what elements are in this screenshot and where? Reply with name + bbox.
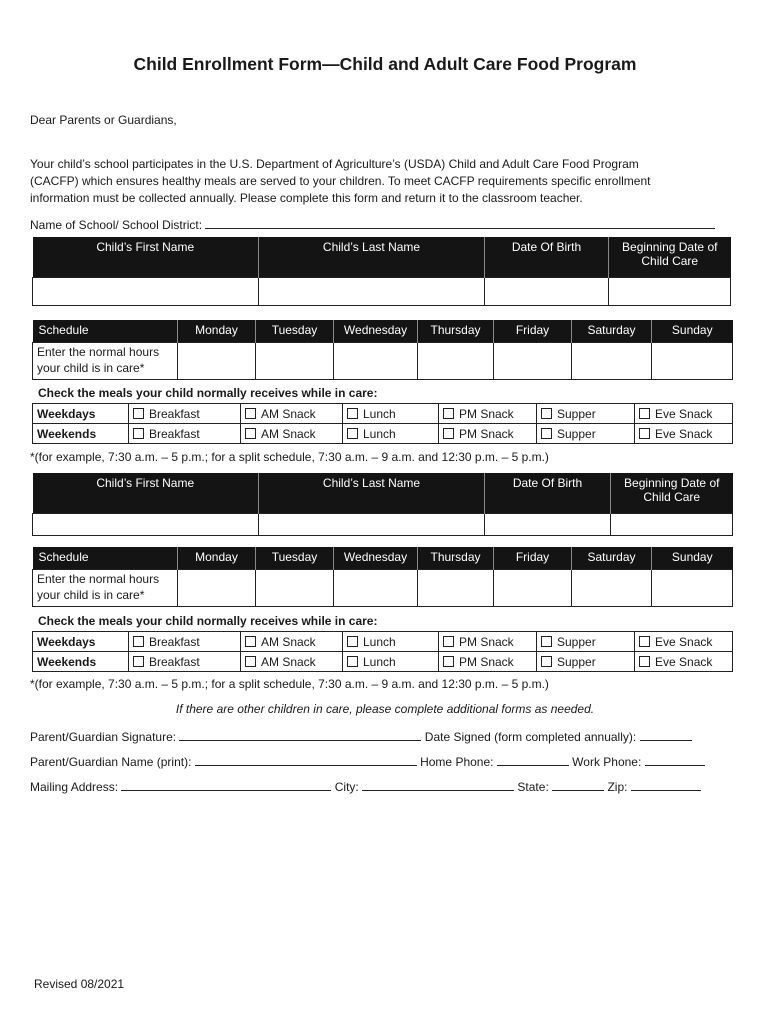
checkbox-icon [245,428,256,439]
other-children-note: If there are other children in care, please complete additional forms as needed. [175,702,595,716]
weekdays-pm-snack[interactable]: PM Snack [439,632,537,652]
checkbox-icon [245,636,256,647]
signature-field[interactable] [179,728,421,741]
school-row [30,216,730,234]
sunday-hours[interactable] [652,570,733,607]
first-name-field[interactable] [33,513,259,535]
weekdays-eve-snack[interactable]: Eve Snack [635,632,733,652]
weekends-eve-snack[interactable]: Eve Snack [635,424,733,444]
schedule-table-2 [32,547,733,607]
header-saturday: Saturday [572,320,652,343]
checkbox-icon [443,656,454,667]
footnote-1: *(for example, 7:30 a.m. – 5 p.m.; for a split schedule, 7:30 a.m. – 9 a.m. and 12:30 p.m. – 5 p.m.) [30,450,549,464]
header-thursday: Thursday [418,320,494,343]
weekends-pm-snack[interactable]: PM Snack [439,424,537,444]
home-phone-label: Home Phone: [420,755,494,769]
header-sunday: Sunday [652,320,733,343]
friday-hours[interactable] [494,343,572,380]
checkbox-icon [347,428,358,439]
header-sunday: Sunday [652,547,733,570]
thursday-hours[interactable] [418,343,494,380]
first-name-field[interactable] [33,277,259,305]
checkbox-icon [639,636,650,647]
header-saturday: Saturday [572,547,652,570]
date-signed-label: Date Signed (form completed annually): [424,730,637,744]
sunday-hours[interactable] [652,343,733,380]
weekends-pm-snack[interactable]: PM Snack [439,652,537,672]
weekdays-supper[interactable]: Supper [537,632,635,652]
zip-label: Zip: [607,780,628,794]
checkbox-icon [541,656,552,667]
checkbox-icon [133,656,144,667]
start-date-field[interactable] [609,277,731,305]
thursday-hours[interactable] [418,570,494,607]
weekdays-breakfast[interactable]: Breakfast [129,632,241,652]
wednesday-hours[interactable] [334,343,418,380]
header-start-date: Beginning Date of Child Care [609,237,731,277]
weekends-breakfast[interactable]: Breakfast [129,424,241,444]
mailing-label: Mailing Address: [30,780,119,794]
checkbox-icon [245,408,256,419]
header-friday: Friday [494,320,572,343]
intro-paragraph: Your child’s school participates in the U.S. Department of Agriculture’s (USDA) Child and Adult Care Food Program (CACFP) which ensures healthy meals are served to your children. To meet CACFP requirements specific enrollment information must be collected annually. Please complete this form and return it to the classroom teacher. [30,157,651,205]
header-monday: Monday [178,320,256,343]
weekends-lunch[interactable]: Lunch [343,424,439,444]
weekends-breakfast[interactable]: Breakfast [129,652,241,672]
weekdays-pm-snack[interactable]: PM Snack [439,404,537,424]
weekdays-am-snack[interactable]: AM Snack [241,632,343,652]
weekends-am-snack[interactable]: AM Snack [241,652,343,672]
signature-label: Parent/Guardian Signature: [30,730,177,744]
checkbox-icon [541,408,552,419]
weekdays-eve-snack[interactable]: Eve Snack [635,404,733,424]
checkbox-icon [541,636,552,647]
home-phone-field[interactable] [497,753,569,766]
tuesday-hours[interactable] [256,343,334,380]
header-friday: Friday [494,547,572,570]
revised-date: Revised 08/2021 [34,977,125,991]
header-dob: Date Of Birth [485,237,609,277]
schedule-row-label: Enter the normal hours your child is in care* [33,570,178,607]
weekdays-lunch[interactable]: Lunch [343,404,439,424]
last-name-field[interactable] [259,513,485,535]
zip-field[interactable] [631,778,701,791]
header-wednesday: Wednesday [334,320,418,343]
header-first-name: Child’s First Name [33,237,259,277]
weekdays-supper[interactable]: Supper [537,404,635,424]
checkbox-icon [443,636,454,647]
meals-table-2 [32,631,733,672]
checkbox-icon [639,656,650,667]
dob-field[interactable] [485,277,609,305]
weekends-label: Weekends [33,652,129,672]
weekdays-am-snack[interactable]: AM Snack [241,404,343,424]
header-last-name: Child’s Last Name [259,237,485,277]
weekends-eve-snack[interactable]: Eve Snack [635,652,733,672]
state-label: State: [517,780,549,794]
checkbox-icon [133,636,144,647]
work-phone-field[interactable] [645,753,705,766]
checkbox-icon [639,428,650,439]
child-info-table-2 [32,473,733,536]
schedule-header: Schedule [33,547,178,570]
work-phone-label: Work Phone: [572,755,642,769]
checkbox-icon [347,636,358,647]
checkbox-icon [541,428,552,439]
saturday-hours[interactable] [572,343,652,380]
weekdays-label: Weekdays [33,632,129,652]
start-date-field[interactable] [611,513,733,535]
checkbox-icon [639,408,650,419]
weekends-lunch[interactable]: Lunch [343,652,439,672]
header-dob: Date Of Birth [485,473,611,513]
header-monday: Monday [178,547,256,570]
header-last-name: Child’s Last Name [259,473,485,513]
mailing-field[interactable] [121,778,331,791]
date-signed-field[interactable] [640,728,692,741]
weekdays-label: Weekdays [33,404,129,424]
child-info-table-1 [32,237,731,306]
weekends-label: Weekends [33,424,129,444]
schedule-row-label: Enter the normal hours your child is in care* [33,343,178,380]
dob-field[interactable] [485,513,611,535]
form-title: Child Enrollment Form—Child and Adult Care Food Program [133,54,637,74]
address-row [30,778,740,794]
header-start-date: Beginning Date of Child Care [611,473,733,513]
saturday-hours[interactable] [572,570,652,607]
weekends-supper[interactable]: Supper [537,652,635,672]
header-tuesday: Tuesday [256,547,334,570]
state-field[interactable] [552,778,604,791]
wednesday-hours[interactable] [334,570,418,607]
friday-hours[interactable] [494,570,572,607]
city-field[interactable] [362,778,514,791]
weekends-am-snack[interactable]: AM Snack [241,424,343,444]
header-tuesday: Tuesday [256,320,334,343]
checkbox-icon [133,408,144,419]
monday-hours[interactable] [178,570,256,607]
name-field[interactable] [195,753,417,766]
header-thursday: Thursday [418,547,494,570]
schedule-table-1 [32,320,733,380]
name-label: Parent/Guardian Name (print): [30,755,192,769]
city-label: City: [334,780,359,794]
greeting: Dear Parents or Guardians, [30,113,177,127]
weekdays-lunch[interactable]: Lunch [343,632,439,652]
signature-row [30,728,740,744]
monday-hours[interactable] [178,343,256,380]
checkbox-icon [443,408,454,419]
name-row [30,753,740,769]
school-label: Name of School/ School District: [30,218,203,232]
meals-heading: Check the meals your child normally receives while in care: [38,386,378,400]
weekends-supper[interactable]: Supper [537,424,635,444]
checkbox-icon [133,428,144,439]
checkbox-icon [347,408,358,419]
checkbox-icon [443,428,454,439]
checkbox-icon [245,656,256,667]
weekdays-breakfast[interactable]: Breakfast [129,404,241,424]
meals-table-1 [32,403,733,444]
footnote-2: *(for example, 7:30 a.m. – 5 p.m.; for a split schedule, 7:30 a.m. – 9 a.m. and 12:30 p.m. – 5 p.m.) [30,677,549,691]
header-wednesday: Wednesday [334,547,418,570]
meals-heading: Check the meals your child normally receives while in care: [38,614,378,628]
last-name-field[interactable] [259,277,485,305]
schedule-header: Schedule [33,320,178,343]
header-first-name: Child’s First Name [33,473,259,513]
checkbox-icon [347,656,358,667]
school-field[interactable] [205,216,715,229]
tuesday-hours[interactable] [256,570,334,607]
